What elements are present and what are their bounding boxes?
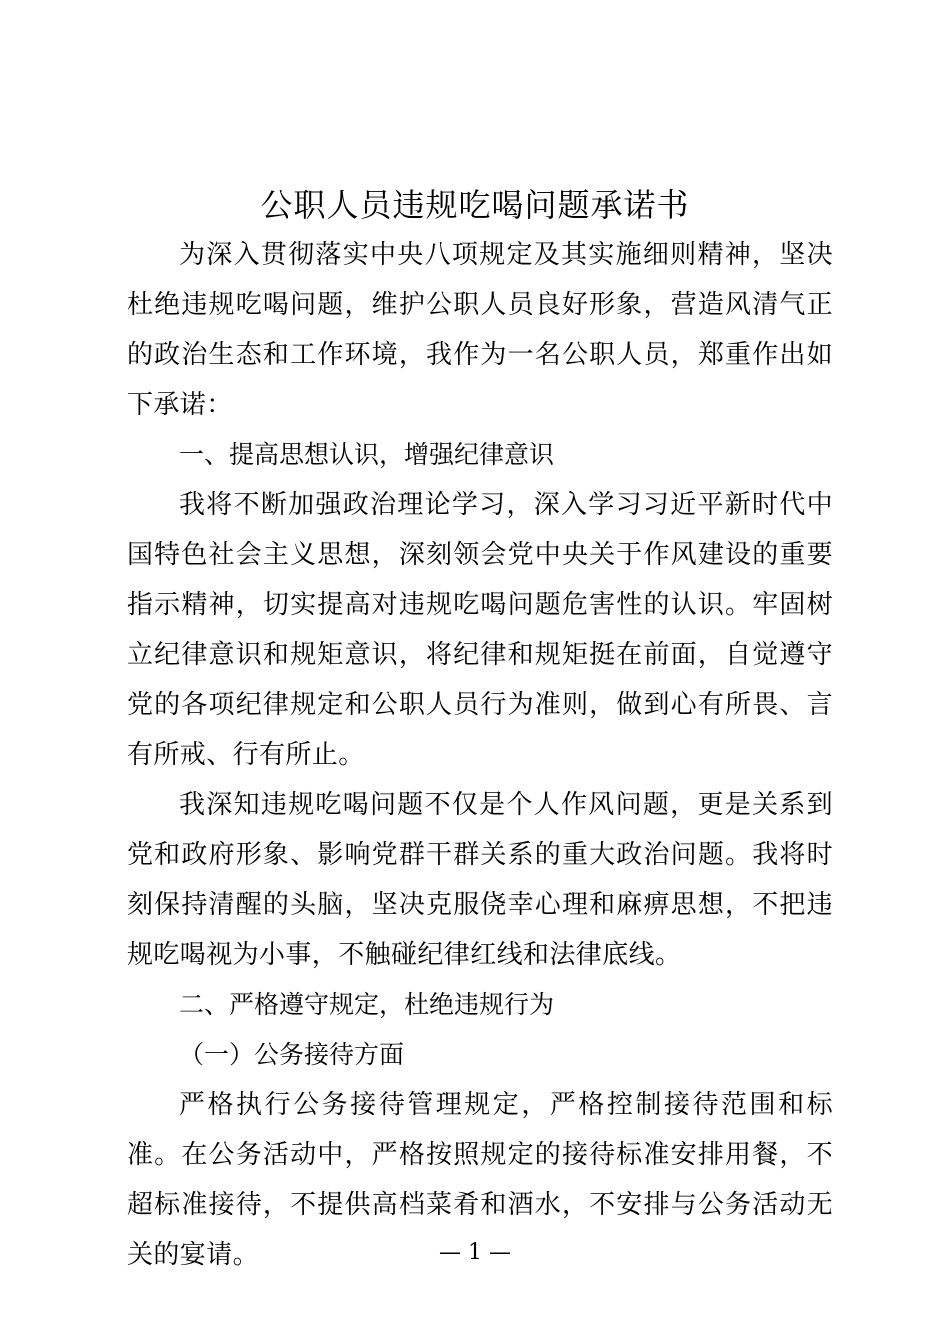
intro-paragraph: 为深入贯彻落实中央八项规定及其实施细则精神，坚决杜绝违规吃喝问题，维护公职人员良好形象，营造风清气正的政治生态和工作环境，我作为一名公职人员，郑重作出如下承诺： xyxy=(127,240,833,420)
section-2-heading: 二、严格遵守规定，杜绝违规行为 xyxy=(179,990,555,1019)
document-body xyxy=(127,230,833,1280)
section-1-heading: 一、提高思想认识，增强纪律意识 xyxy=(179,440,555,469)
subsection-1-paragraph: 严格执行公务接待管理规定，严格控制接待范围和标准。在公务活动中，严格按照规定的接待标准安排用餐，不超标准接待，不提供高档菜肴和酒水，不安排与公务活动无关的宴请。 xyxy=(127,1090,833,1270)
section-1-paragraph-2: 我深知违规吃喝问题不仅是个人作风问题，更是关系到党和政府形象、影响党群干群关系的重大政治问题。我将时刻保持清醒的头脑，坚决克服侥幸心理和麻痹思想，不把违规吃喝视为小事，不触碰纪律红线和法律底线。 xyxy=(127,790,833,970)
subsection-1-heading: （一）公务接待方面 xyxy=(179,1040,405,1069)
page-number: — 1 — xyxy=(439,1240,511,1265)
document-title: 公职人员违规吃喝问题承诺书 xyxy=(260,186,690,224)
section-1-paragraph-1: 我将不断加强政治理论学习，深入学习习近平新时代中国特色社会主义思想，深刻领会党中央关于作风建设的重要指示精神，切实提高对违规吃喝问题危害性的认识。牢固树立纪律意识和规矩意识，将纪律和规矩挺在前面，自觉遵守党的各项纪律规定和公职人员行为准则，做到心有所畏、言有所戒、行有所止。 xyxy=(127,490,833,770)
